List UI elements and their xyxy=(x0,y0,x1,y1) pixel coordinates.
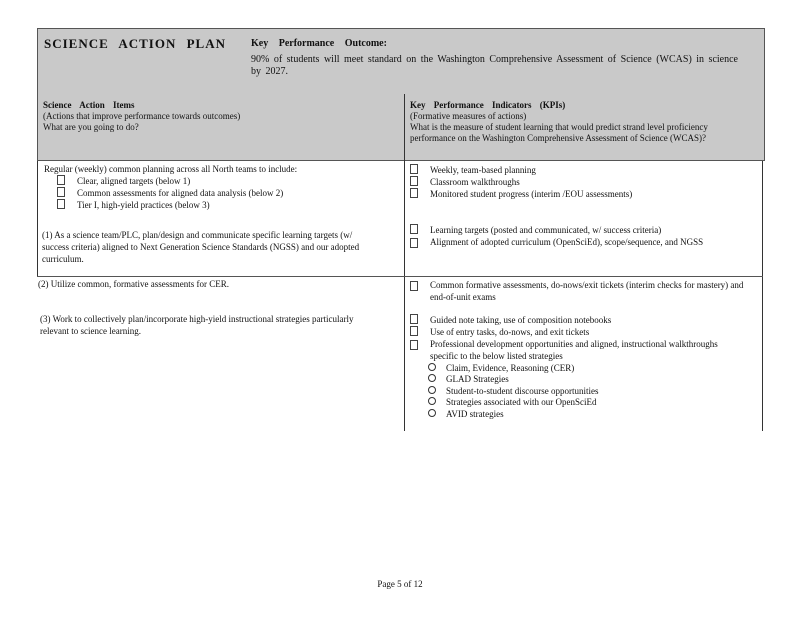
square-bullet-icon xyxy=(57,175,65,185)
row1-paragraph: (1) As a science team/PLC, plan/design and communicate specific learning targets (w/ success criteria) aligned to Next Generation Science Standards (NGSS) and our adopted curriculum. xyxy=(42,230,360,264)
square-bullet-icon xyxy=(410,340,418,350)
right-column-line1: (Formative measures of actions) xyxy=(410,111,527,121)
list-item: Classroom walkthroughs xyxy=(410,176,520,188)
body-column-divider xyxy=(404,161,405,431)
list-item: Monitored student progress (interim /EOU assessments) xyxy=(410,188,632,200)
square-bullet-icon xyxy=(410,326,418,336)
left-column-title: Science Action Items xyxy=(43,100,135,110)
list-item: Weekly, team-based planning xyxy=(410,164,536,176)
right-border xyxy=(762,161,763,431)
column-divider xyxy=(404,94,405,161)
square-bullet-icon xyxy=(57,199,65,209)
kpo-text: 90% of students will meet standard on the Washington Comprehensive Assessment of Science (WCAS) in science by 2027. xyxy=(251,54,738,77)
sub-list-item: Strategies associated with our OpenSciEd xyxy=(428,396,596,408)
left-column-line2: What are you going to do? xyxy=(43,122,139,132)
circle-bullet-icon xyxy=(428,409,436,417)
row1-intro: Regular (weekly) common planning across all North teams to include: xyxy=(44,164,298,174)
left-border xyxy=(37,161,38,277)
circle-bullet-icon xyxy=(428,397,436,405)
square-bullet-icon xyxy=(410,314,418,324)
list-item: Common formative assessments, do-nows/exit tickets (interim checks for mastery) and end-of-unit exams xyxy=(410,279,750,303)
row3-paragraph: (3) Work to collectively plan/incorporate high-yield instructional strategies particularly relevant to science learning. xyxy=(40,314,354,336)
left-column-line1: (Actions that improve performance towards outcomes) xyxy=(43,111,241,121)
list-item: Use of entry tasks, do-nows, and exit tickets xyxy=(410,326,589,338)
list-item: Tier I, high-yield practices (below 3) xyxy=(57,199,210,211)
square-bullet-icon xyxy=(410,224,418,234)
square-bullet-icon xyxy=(410,281,418,291)
right-column-title: Key Performance Indicators (KPIs) xyxy=(410,100,566,110)
row-separator xyxy=(37,276,763,277)
list-item: Guided note taking, use of composition notebooks xyxy=(410,314,611,326)
list-item: Alignment of adopted curriculum (OpenSciEd), scope/sequence, and NGSS xyxy=(410,236,740,248)
sub-list-item: AVID strategies xyxy=(428,408,504,420)
sub-list-item: GLAD Strategies xyxy=(428,373,509,385)
list-item: Common assessments for aligned data analysis (below 2) xyxy=(57,187,283,199)
square-bullet-icon xyxy=(410,164,418,174)
list-item: Clear, aligned targets (below 1) xyxy=(57,175,190,187)
square-bullet-icon xyxy=(57,187,65,197)
square-bullet-icon xyxy=(410,188,418,198)
square-bullet-icon xyxy=(410,238,418,248)
circle-bullet-icon xyxy=(428,363,436,371)
right-column-line2: What is the measure of student learning that would predict strand level proficiency performance on the Washington Comprehensive Assessment of Science (WCAS)? xyxy=(410,122,708,143)
left-column-header xyxy=(43,100,383,133)
row2-paragraph: (2) Utilize common, formative assessments for CER. xyxy=(38,279,229,289)
kpo-label: Key Performance Outcome: xyxy=(251,38,387,49)
sub-list-item: Student-to-student discourse opportunities xyxy=(428,385,598,397)
sub-list-item: Claim, Evidence, Reasoning (CER) xyxy=(428,362,574,374)
circle-bullet-icon xyxy=(428,374,436,382)
list-item: Professional development opportunities and aligned, instructional walkthroughs specific to the below listed strategies xyxy=(410,338,730,362)
circle-bullet-icon xyxy=(428,386,436,394)
page-title: SCIENCE ACTION PLAN xyxy=(44,36,226,51)
right-column-header xyxy=(410,100,750,144)
page-number: Page 5 of 12 xyxy=(377,579,423,589)
square-bullet-icon xyxy=(410,176,418,186)
list-item: Learning targets (posted and communicated, w/ success criteria) xyxy=(410,224,661,236)
